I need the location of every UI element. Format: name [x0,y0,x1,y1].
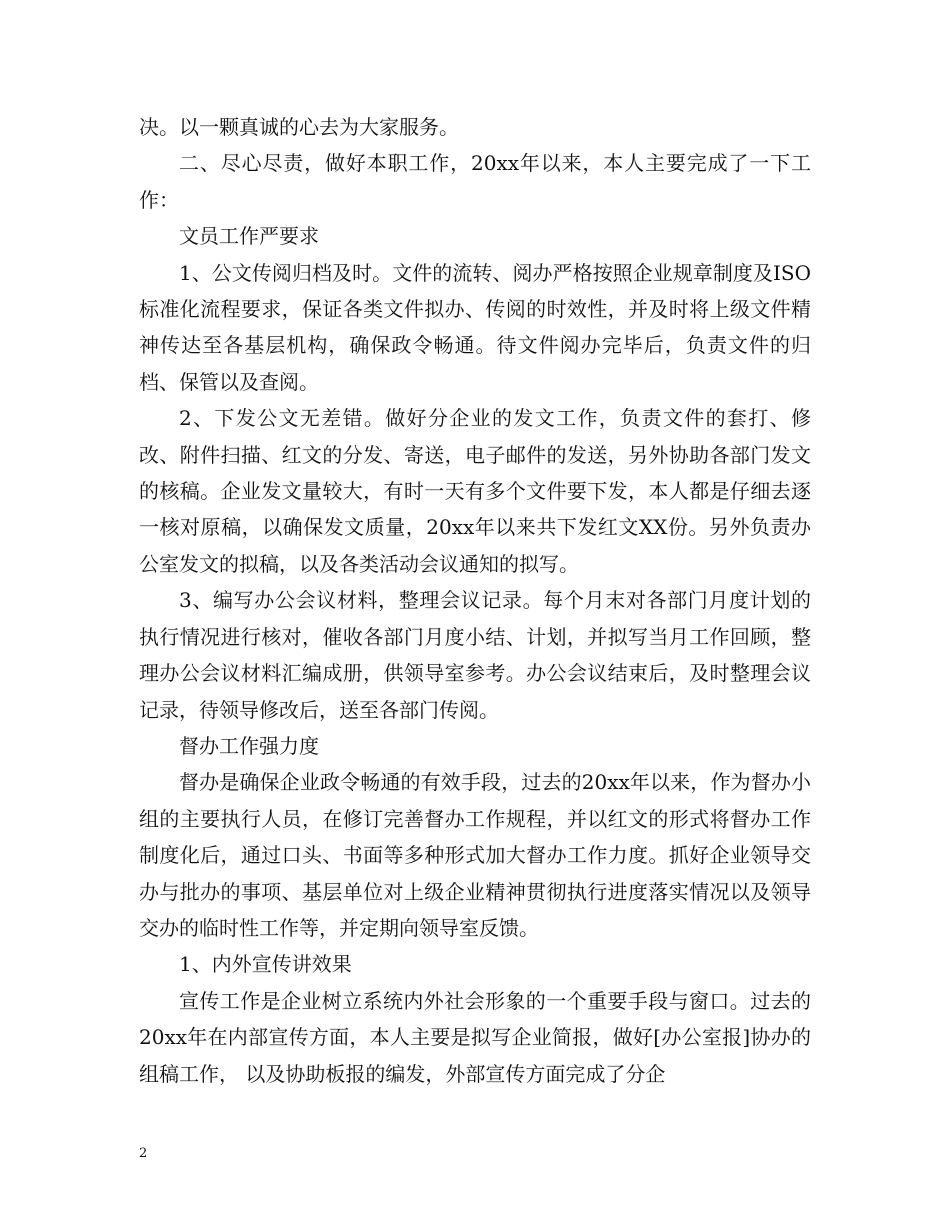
paragraph-2: 二、尽心尽责，做好本职工作，20xx年以来，本人主要完成了一下工作： [139,151,811,212]
paragraph-5: 2、下发公文无差错。做好分企业的发文工作，负责文件的套打、修改、附件扫描、红文的分发、寄送，电子邮件的发送，另外协助各部门发文的核稿。企业发文量较大，有时一天有多个文件要下发，本人都是仔细去逐一核对原稿，以确保发文质量，20xx年以来共下发红文XX份。另外负责办公室发文的拟稿，以及各类活动会议通知的拟写。 [139,406,811,576]
section-heading-publicity: 1、内外宣传讲效果 [179,952,352,977]
paragraph-10: 宣传工作是企业树立系统内外社会形象的一个重要手段与窗口。过去的20xx年在内部宣传方面，本人主要是拟写企业简报，做好[办公室报]协办的组稿工作， 以及协助板报的编发，外部宣传方面完成了分企 [139,988,811,1086]
paragraph-1: 决。以一颗真诚的心去为大家服务。 [139,115,459,139]
section-heading-supervision: 督办工作强力度 [179,733,319,758]
section-heading-clerk-work: 文员工作严要求 [179,224,319,249]
paragraph-4: 1、公文传阅归档及时。文件的流转、阅办严格按照企业规章制度及ISO标准化流程要求，保证各类文件拟办、传阅的时效性，并及时将上级文件精神传达至各基层机构，确保政令畅通。待文件阅办完毕后，负责文件的归档、保管以及查阅。 [139,260,811,394]
document-body [139,109,811,1092]
page-number: 2 [139,1146,148,1161]
paragraph-6: 3、编写办公会议材料，整理会议记录。每个月末对各部门月度计划的执行情况进行核对，催收各部门月度小结、计划，并拟写当月工作回顾，整理办公会议材料汇编成册，供领导室参考。办公会议结束后，及时整理会议记录，待领导修改后，送至各部门传阅。 [139,588,811,722]
paragraph-8: 督办是确保企业政令畅通的有效手段，过去的20xx年以来，作为督办小组的主要执行人员，在修订完善督办工作规程，并以红文的形式将督办工作制度化后，通过口头、书面等多种形式加大督办工作力度。抓好企业领导交办与批办的事项、基层单位对上级企业精神贯彻执行进度落实情况以及领导交办的临时性工作等，并定期向领导室反馈。 [139,770,811,940]
